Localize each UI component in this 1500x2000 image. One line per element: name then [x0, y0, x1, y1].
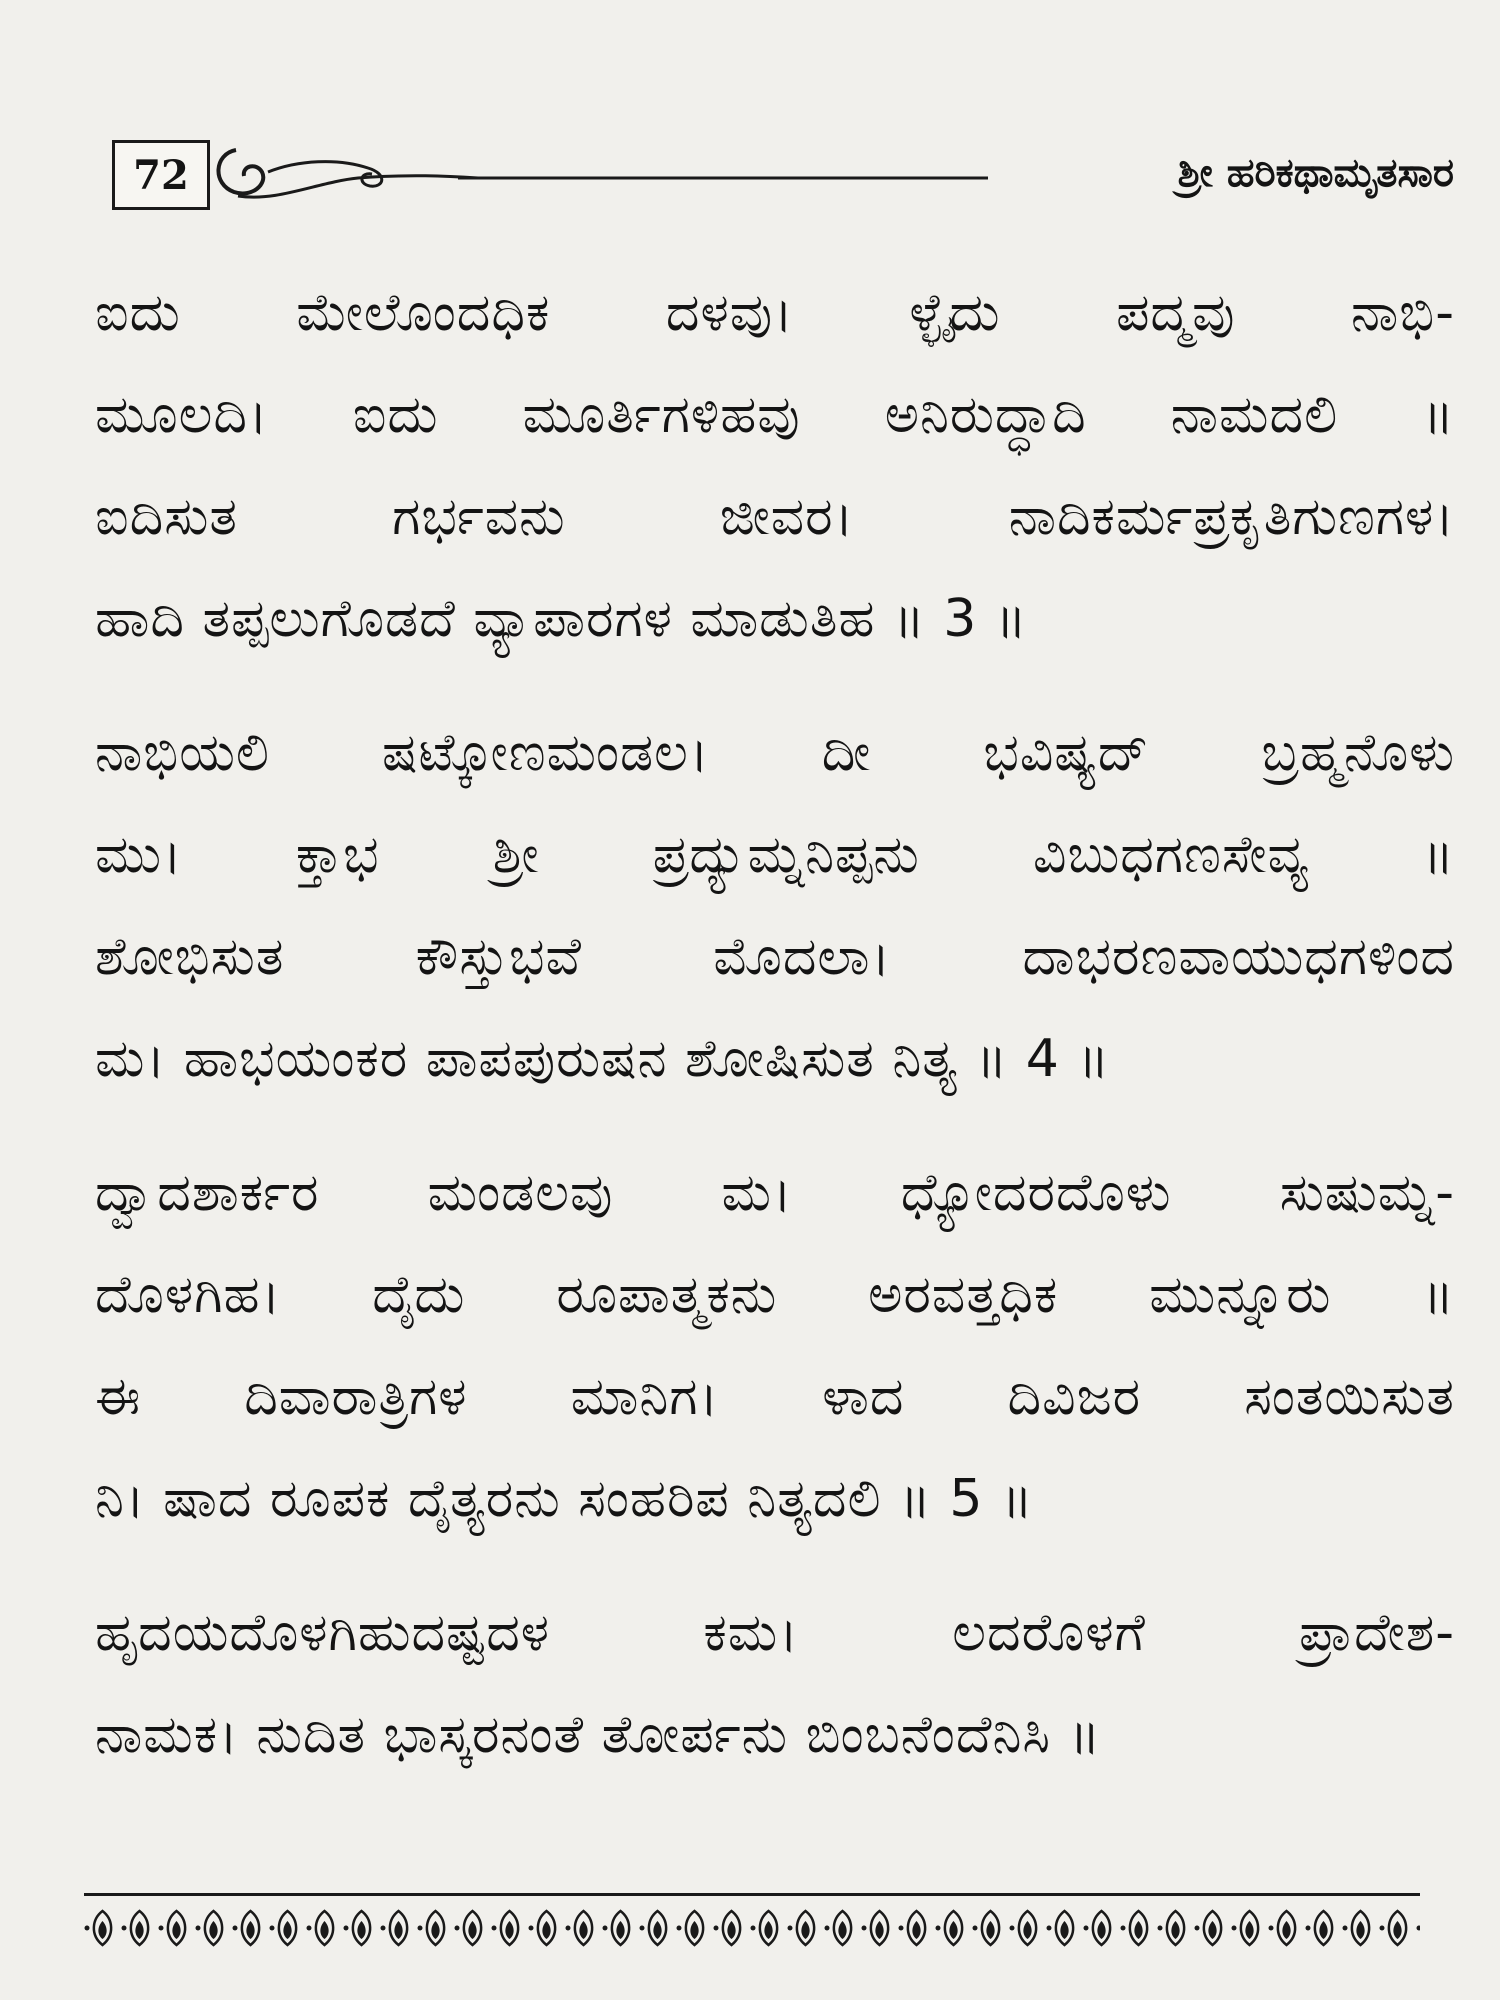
verse-line: ಐದಿಸುತ ಗರ್ಭವನು ಜೀವರ। ನಾದಿಕರ್ಮಪ್ರಕೃತಿಗುಣಗಳ।: [95, 487, 1455, 547]
verse-line: ಮೂಲದಿ। ಐದು ಮೂರ್ತಿಗಳಿಹವು ಅನಿರುದ್ಧಾದಿ ನಾಮದಲಿ ॥: [95, 385, 1455, 445]
header-flourish-ornament: [208, 132, 998, 208]
verse-text: [95, 262, 1455, 1786]
verse-line: ಈ ದಿವಾರಾತ್ರಿಗಳ ಮಾನಿಗ। ಳಾದ ದಿವಿಜರ ಸಂತಯಿಸುತ: [95, 1367, 1455, 1427]
verse-line: ಶೋಭಿಸುತ ಕೌಸ್ತುಭವೆ ಮೊದಲಾ। ದಾಭರಣವಾಯುಧಗಳಿಂದ: [95, 927, 1455, 987]
footer-decorative-border: [84, 1905, 1420, 1951]
page-number: 72: [133, 151, 189, 199]
verse-line: ನಾಮಕ। ನುದಿತ ಭಾಸ್ಕರನಂತೆ ತೋರ್ಪನು ಬಿಂಬನೆಂದೆನಿಸಿ ॥: [95, 1705, 1102, 1765]
verse-line: ದೊಳಗಿಹ। ದೈದು ರೂಪಾತ್ಮಕನು ಅರವತ್ತಧಿಕ ಮುನ್ನೂರು ॥: [95, 1265, 1455, 1325]
footer-rule: [84, 1893, 1420, 1896]
verse-line: ಐದು ಮೇಲೊಂದಧಿಕ ದಳವು। ಳ್ಳೈದು ಪದ್ಮವು ನಾಭಿ-: [95, 283, 1455, 343]
verse-line: ದ್ವಾದಶಾರ್ಕರ ಮಂಡಲವು ಮ। ಧ್ಯೋದರದೊಳು ಸುಷುಮ್ನ-: [95, 1163, 1455, 1223]
running-title: ಶ್ರೀ ಹರಿಕಥಾಮೃತಸಾರ: [1177, 150, 1454, 196]
page-number-box: [112, 140, 210, 210]
verse-line: ಮ। ಹಾಭಯಂಕರ ಪಾಪಪುರುಷನ ಶೋಷಿಸುತ ನಿತ್ಯ ॥ 4 ॥: [95, 1029, 1111, 1089]
verse-line: ನಿ। ಷಾದ ರೂಪಕ ದೈತ್ಯರನು ಸಂಹರಿಪ ನಿತ್ಯದಲಿ ॥ 5 ॥: [95, 1469, 1034, 1529]
verse-line: ಹೃದಯದೊಳಗಿಹುದಷ್ಟದಳ ಕಮ। ಲದರೊಳಗೆ ಪ್ರಾದೇಶ-: [95, 1603, 1455, 1663]
verse-line: ಹಾದಿ ತಪ್ಪಲುಗೊಡದೆ ವ್ಯಾಪಾರಗಳ ಮಾಡುತಿಹ ॥ 3 ॥: [95, 589, 1028, 649]
verse-line: ಮು। ಕ್ತಾಭ ಶ್ರೀ ಪ್ರದ್ಯುಮ್ನನಿಪ್ಪನು ವಿಬುಧಗಣಸೇವ್ಯ ॥: [95, 825, 1455, 885]
verse-line: ನಾಭಿಯಲಿ ಷಟ್ಕೋಣಮಂಡಲ। ದೀ ಭವಿಷ್ಯದ್ ಬ್ರಹ್ಮನೊಳು: [95, 723, 1455, 783]
